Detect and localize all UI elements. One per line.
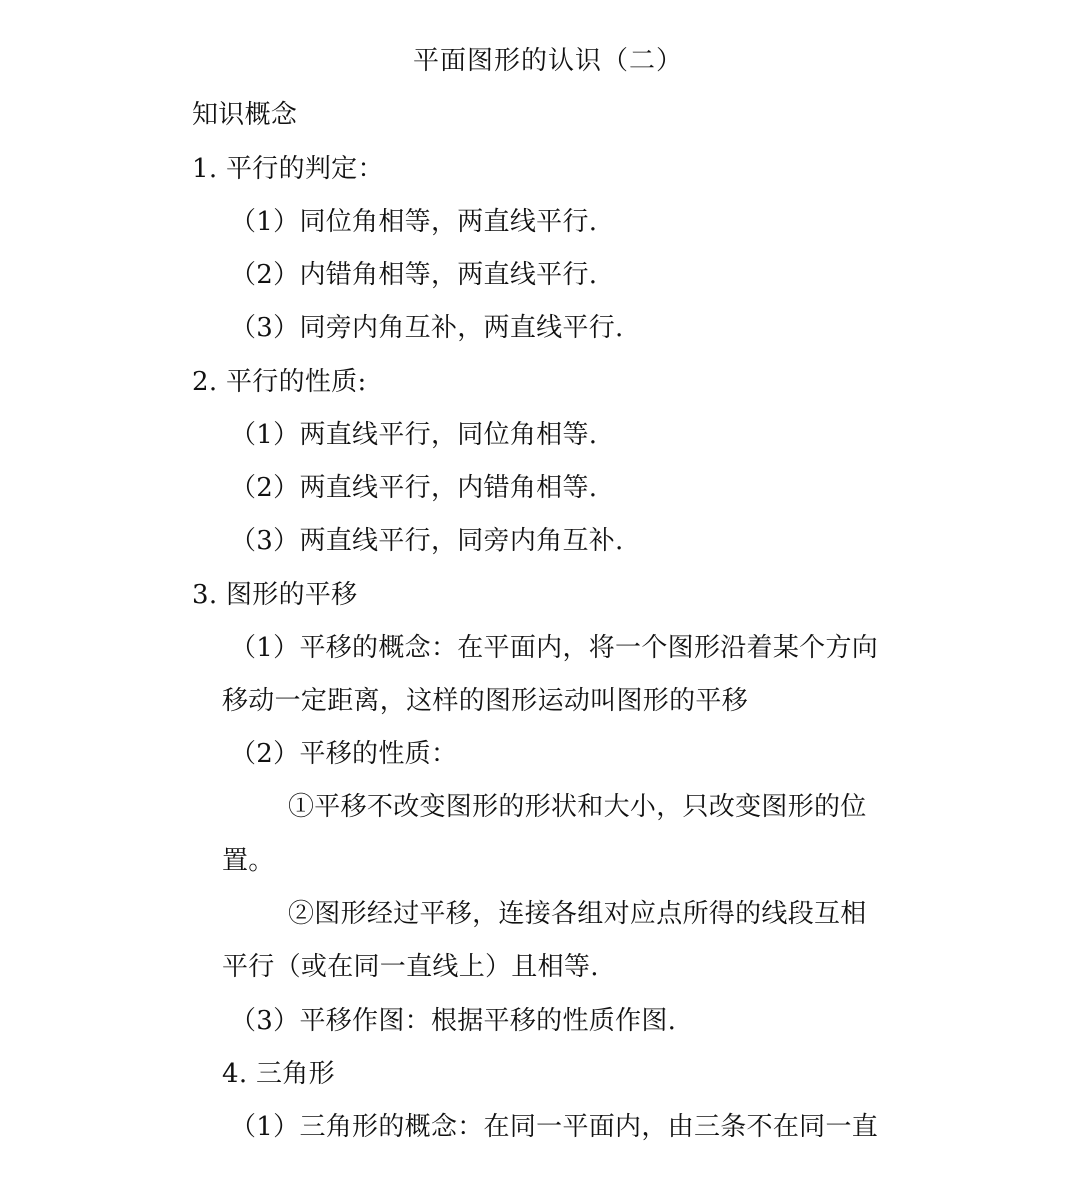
- item-2-heading: 2. 平行的性质:: [192, 367, 367, 397]
- item-1-heading: 1. 平行的判定：: [192, 154, 384, 184]
- item-3-heading: 3. 图形的平移: [192, 580, 358, 610]
- page-title: 平面图形的认识（二）: [413, 46, 684, 76]
- item-1-line-3: （3）同旁内角互补，两直线平行.: [230, 313, 624, 343]
- item-3-property-1-line-1: ①平移不改变图形的形状和大小，只改变图形的位: [288, 792, 867, 822]
- item-3-drawing-line: （3）平移作图：根据平移的性质作图.: [230, 1006, 677, 1036]
- item-3-property-1-line-2: 置。: [222, 846, 275, 876]
- section-heading: 知识概念: [192, 100, 298, 130]
- item-3-property-2-line-1: ②图形经过平移，连接各组对应点所得的线段互相: [288, 899, 867, 929]
- item-3-property-2-line-2: 平行（或在同一直线上）且相等.: [222, 952, 599, 982]
- item-2-line-2: （2）两直线平行，内错角相等.: [230, 473, 598, 503]
- item-3-property-heading: （2）平移的性质：: [230, 739, 458, 769]
- item-3-concept-line-1: （1）平移的概念：在平面内，将一个图形沿着某个方向: [230, 633, 879, 663]
- item-2-line-1: （1）两直线平行，同位角相等.: [230, 420, 598, 450]
- item-4-concept-line-1: （1）三角形的概念：在同一平面内，由三条不在同一直: [230, 1112, 879, 1142]
- item-2-line-3: （3）两直线平行，同旁内角互补.: [230, 526, 624, 556]
- item-3-concept-line-2: 移动一定距离，这样的图形运动叫图形的平移: [222, 686, 749, 716]
- item-1-line-1: （1）同位角相等，两直线平行.: [230, 207, 598, 237]
- item-1-line-2: （2）内错角相等，两直线平行.: [230, 260, 598, 290]
- item-4-heading: 4. 三角形: [222, 1059, 335, 1089]
